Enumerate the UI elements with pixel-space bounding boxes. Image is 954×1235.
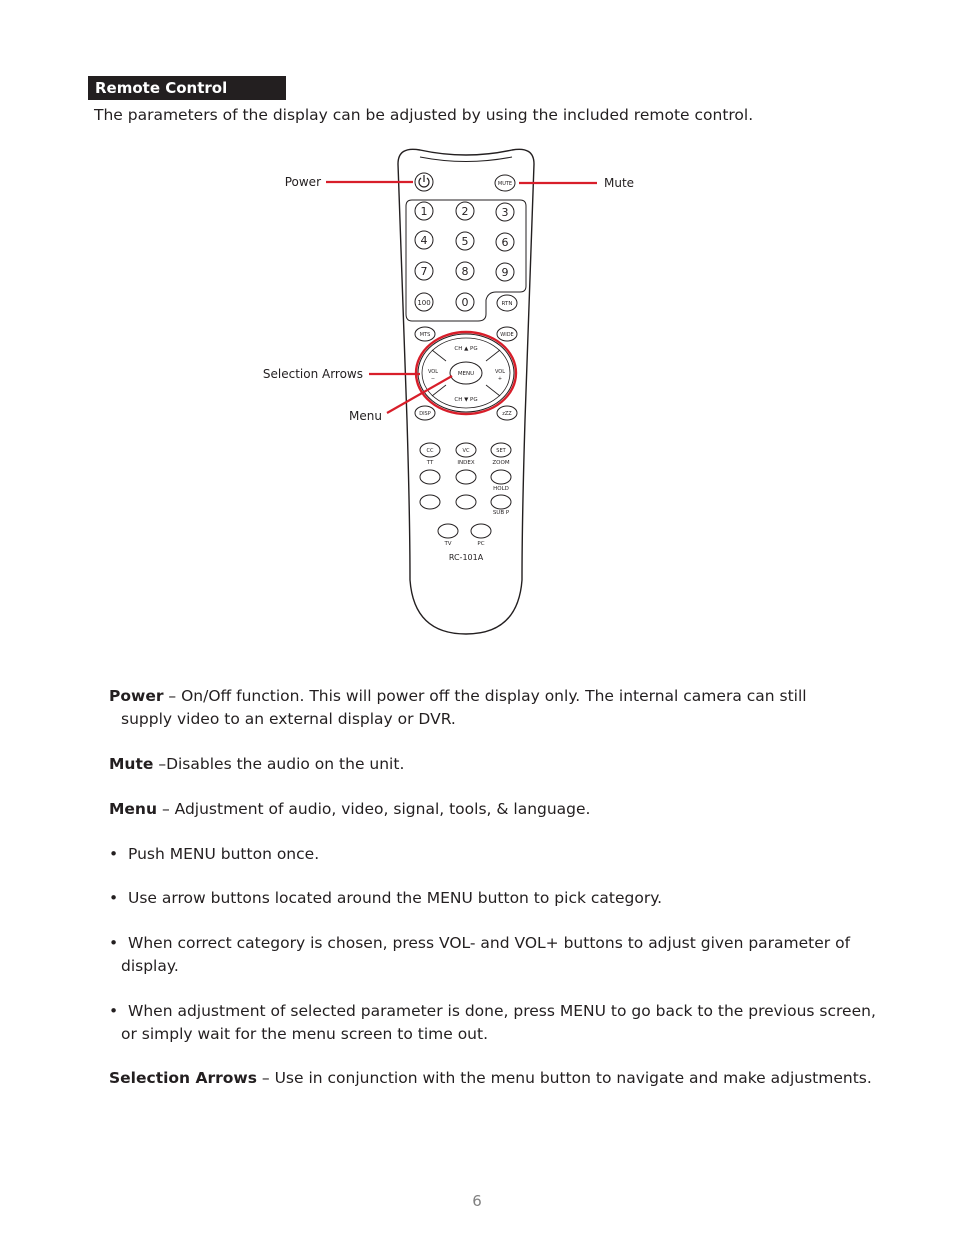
svg-text:MENU: MENU xyxy=(457,371,475,377)
digit-button[interactable] xyxy=(456,293,474,311)
bullet-text: Push MENU button once. xyxy=(128,845,320,863)
digit-button[interactable] xyxy=(496,263,514,281)
digit-button[interactable] xyxy=(415,262,433,280)
bullet-icon: • xyxy=(109,1002,119,1020)
tt-label: TT xyxy=(426,460,434,466)
svg-text:2: 2 xyxy=(461,205,469,218)
power-description xyxy=(109,685,879,731)
svg-text:DISP: DISP xyxy=(419,411,431,417)
svg-text:4: 4 xyxy=(420,234,428,247)
digit-button[interactable] xyxy=(415,231,433,249)
channel-down-button[interactable] xyxy=(454,397,477,403)
digit-button[interactable] xyxy=(456,232,474,250)
tv-label: TV xyxy=(444,541,452,547)
channel-up-button[interactable] xyxy=(454,346,477,352)
list-item xyxy=(109,932,879,978)
mute-term: Mute xyxy=(109,755,154,773)
svg-text:8: 8 xyxy=(461,265,469,278)
svg-text:6: 6 xyxy=(501,236,509,249)
svg-text:zZZ: zZZ xyxy=(502,411,512,417)
selection-arrows-term: Selection Arrows xyxy=(109,1069,257,1087)
bullet-icon: • xyxy=(109,934,119,952)
bullet-text: When adjustment of selected parameter is done, press MENU to go back to the previous screen, xyxy=(128,1002,876,1020)
svg-text:RTN: RTN xyxy=(501,301,513,307)
bullet-icon: • xyxy=(109,889,119,907)
mute-text: –Disables the audio on the unit. xyxy=(153,755,405,773)
list-item xyxy=(109,887,879,910)
blank-button[interactable] xyxy=(420,470,440,484)
power-term: Power xyxy=(109,687,164,705)
digit-button[interactable] xyxy=(415,202,433,220)
tv-button[interactable] xyxy=(438,524,458,538)
svg-text:−: − xyxy=(430,376,436,382)
bullet-text-continued: or simply wait for the menu screen to time out. xyxy=(121,1025,489,1043)
svg-text:VOL: VOL xyxy=(494,369,506,375)
section-header: Remote Control xyxy=(88,76,286,100)
menu-button[interactable] xyxy=(450,362,482,384)
model-label: RC-101A xyxy=(448,553,484,562)
mute-description xyxy=(109,753,879,776)
digit-button[interactable] xyxy=(456,262,474,280)
svg-text:0: 0 xyxy=(461,296,469,309)
hold-label: HOLD xyxy=(493,486,509,492)
svg-text:100: 100 xyxy=(417,299,431,307)
digit-button[interactable] xyxy=(456,202,474,220)
svg-text:VC: VC xyxy=(462,448,470,454)
remote-control-figure xyxy=(0,140,954,650)
menu-callout: Menu xyxy=(349,409,382,423)
blank-button[interactable] xyxy=(491,470,511,484)
button-100[interactable] xyxy=(415,293,433,311)
list-item xyxy=(109,843,879,866)
svg-text:3: 3 xyxy=(501,206,509,219)
vc-button[interactable] xyxy=(456,443,476,457)
svg-text:CH ▼ PG: CH ▼ PG xyxy=(454,397,478,403)
zoom-label: ZOOM xyxy=(492,460,510,466)
navigation-pad xyxy=(418,334,514,412)
list-item xyxy=(109,1000,879,1046)
svg-text:SET: SET xyxy=(496,448,506,454)
mute-callout: Mute xyxy=(604,176,635,190)
svg-text:CC: CC xyxy=(426,448,434,454)
mts-button[interactable] xyxy=(415,327,435,341)
rtn-button[interactable] xyxy=(497,295,517,311)
bullet-text: When correct category is chosen, press VOL- and VOL+ buttons to adjust given parameter of xyxy=(128,934,851,952)
mute-button[interactable] xyxy=(495,175,515,191)
blank-button[interactable] xyxy=(456,495,476,509)
index-label: INDEX xyxy=(457,460,475,466)
svg-text:MTS: MTS xyxy=(419,332,431,338)
svg-text:MUTE: MUTE xyxy=(497,181,513,187)
svg-text:9: 9 xyxy=(501,266,509,279)
svg-text:5: 5 xyxy=(461,235,469,248)
disp-button[interactable] xyxy=(415,406,435,420)
sub-p-label: SUB P xyxy=(492,510,510,516)
svg-text:1: 1 xyxy=(420,205,428,218)
cc-button[interactable] xyxy=(420,443,440,457)
menu-text: – Adjustment of audio, video, signal, tools, & language. xyxy=(157,800,591,818)
digit-button[interactable] xyxy=(496,203,514,221)
selection-arrows-text: – Use in conjunction with the menu button to navigate and make adjustments. xyxy=(256,1069,872,1087)
bullet-text: Use arrow buttons located around the MENU button to pick category. xyxy=(128,889,663,907)
bullet-icon: • xyxy=(109,845,119,863)
power-text: – On/Off function. This will power off the display only. The internal camera can still xyxy=(163,687,807,705)
svg-text:+: + xyxy=(497,376,503,382)
power-button[interactable] xyxy=(415,173,433,191)
menu-description xyxy=(109,798,879,821)
selection-arrows-callout: Selection Arrows xyxy=(262,367,363,381)
power-callout: Power xyxy=(284,175,321,189)
menu-term: Menu xyxy=(109,800,158,818)
svg-text:WIDE: WIDE xyxy=(500,332,514,338)
power-text-continued: supply video to an external display or DVR. xyxy=(121,710,456,728)
sleep-button[interactable] xyxy=(497,406,517,420)
svg-text:VOL: VOL xyxy=(427,369,439,375)
pc-label: PC xyxy=(477,541,485,547)
blank-button[interactable] xyxy=(420,495,440,509)
blank-button[interactable] xyxy=(491,495,511,509)
pc-button[interactable] xyxy=(471,524,491,538)
set-button[interactable] xyxy=(491,443,511,457)
selection-arrows-description xyxy=(109,1067,879,1090)
page-number: 6 xyxy=(472,1192,482,1210)
digit-button[interactable] xyxy=(496,233,514,251)
wide-button[interactable] xyxy=(497,327,517,341)
svg-text:7: 7 xyxy=(420,265,428,278)
intro-text: The parameters of the display can be adjusted by using the included remote control. xyxy=(94,106,754,124)
blank-button[interactable] xyxy=(456,470,476,484)
bullet-text-continued: display. xyxy=(121,957,179,975)
svg-text:CH ▲ PG: CH ▲ PG xyxy=(454,346,478,352)
